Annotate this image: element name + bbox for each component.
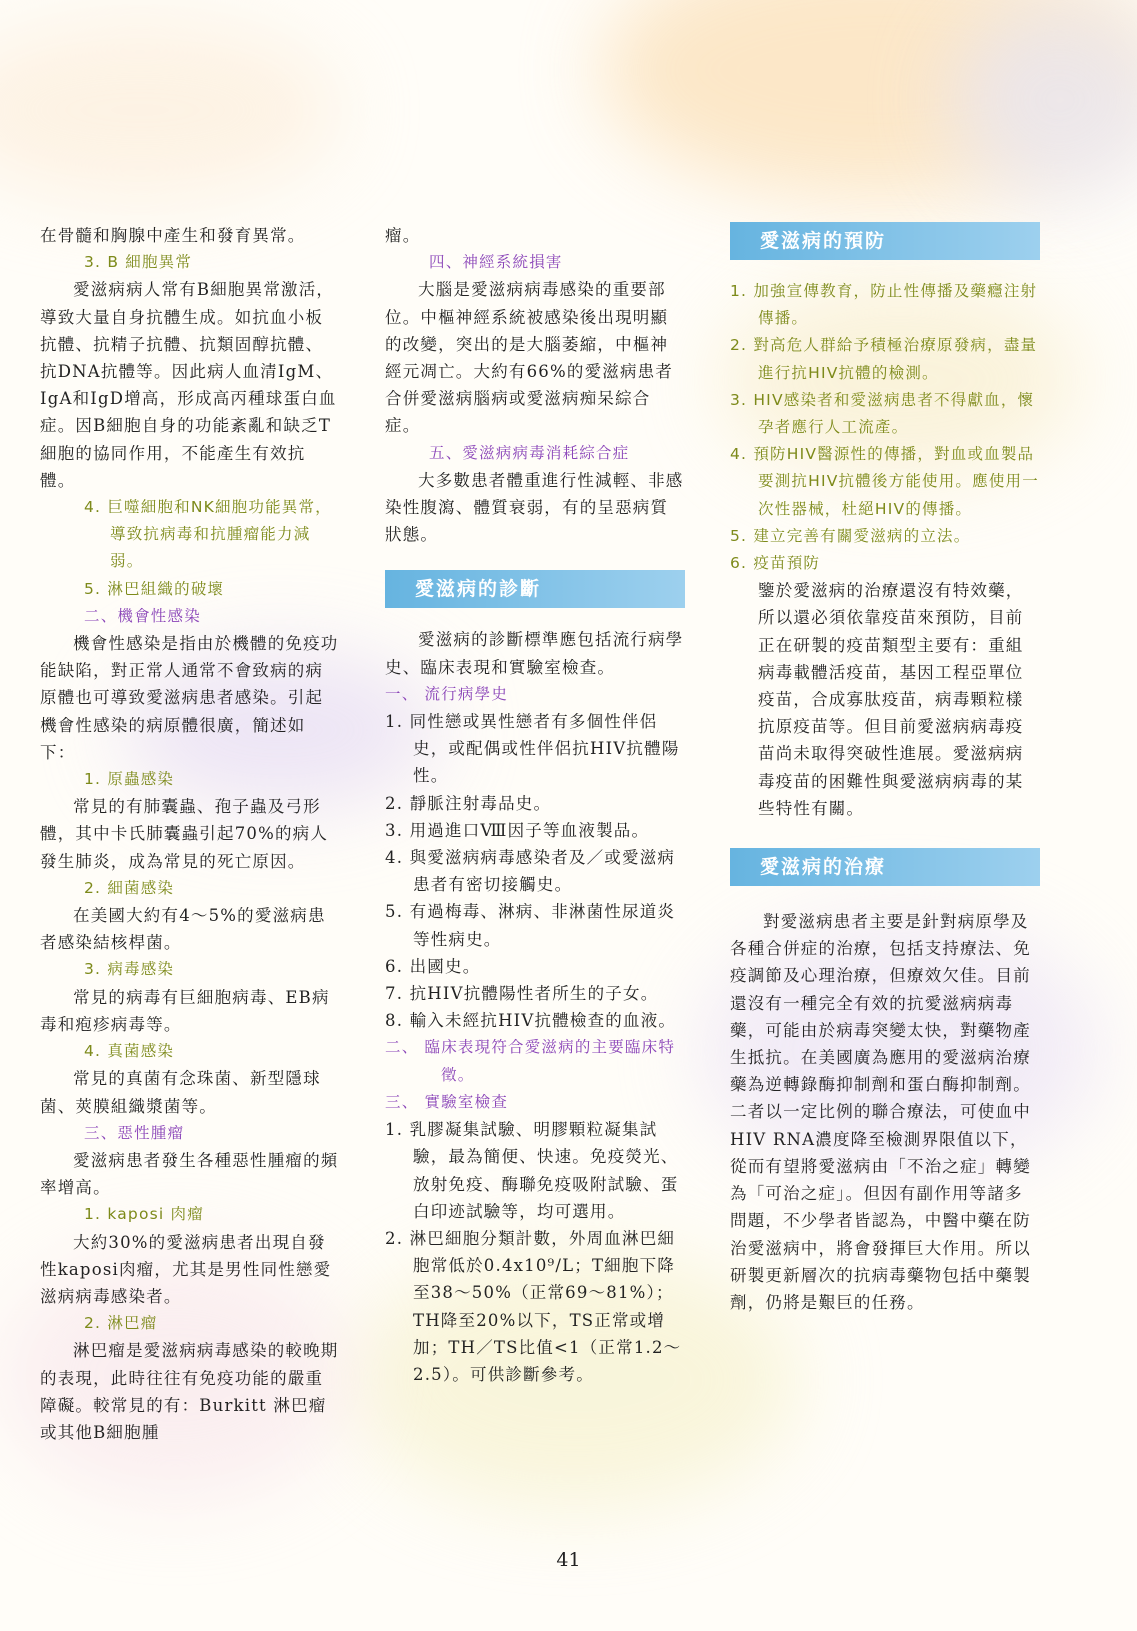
list-item: 4. 與愛滋病病毒感染者及／或愛滋病患者有密切接觸史。 [385, 848, 676, 895]
subheading: 2. 淋巴瘤 [84, 1314, 158, 1333]
paragraph: 淋巴瘤是愛滋病病毒感染的較晚期的表現，此時往往有免疫功能的嚴重障礙。較常見的有：Burkitt 淋巴瘤或其他B細胞腫 [40, 1341, 339, 1442]
treatment-banner: 愛滋病的治療 [730, 848, 1040, 886]
paragraph: 大多數患者體重進行性減輕、非感染性腹瀉、體質衰弱，有的呈惡病質狀態。 [385, 470, 684, 545]
subheading: 2. 細菌感染 [84, 878, 175, 897]
paragraph: 瘤。 [385, 226, 421, 245]
list-item: 3. 用過進口Ⅷ因子等血液製品。 [385, 820, 650, 840]
paragraph: 在美國大約有4～5%的愛滋病患者感染結核桿菌。 [40, 906, 326, 953]
column-3 [730, 222, 1040, 1316]
section-heading: 三、惡性腫瘤 [84, 1123, 185, 1142]
list-item: 7. 抗HIV抗體陽性者所生的子女。 [385, 984, 659, 1004]
section-heading: 三、 實驗室檢查 [385, 1092, 509, 1111]
section-heading: 一、 流行病學史 [385, 684, 509, 703]
list-item: 2. 對高危人群給予積極治療原發病，盡量進行抗HIV抗體的檢測。 [730, 336, 1038, 382]
paragraph: 鑒於愛滋病的治療還沒有特效藥，所以還必須依靠疫苗來預防，目前正在研製的疫苗類型主要有：重組病毒載體活疫苗，基因工程亞單位疫苗，合成寡肽疫苗，病毒顆粒樣抗原疫苗等。但目前愛滋病病毒疫苗尚未取得突破性進展。愛滋病病毒疫苗的困難性與愛滋病病毒的某些特性有關。 [758, 581, 1024, 818]
list-item: 1. 乳膠凝集試驗、明膠顆粒凝集試驗，最為簡便、快速。免疫熒光、放射免疫、酶聯免疫吸附試驗、蛋白印迹試驗等，均可選用。 [385, 1120, 679, 1221]
column-1 [40, 222, 340, 1446]
paragraph: 在骨髓和胸腺中產生和發育異常。 [40, 226, 306, 245]
list-item: 3. HIV感染者和愛滋病患者不得獻血，懷孕者應行人工流產。 [730, 390, 1035, 437]
subheading: 1. 原蟲感染 [84, 770, 175, 789]
prevention-banner: 愛滋病的預防 [730, 222, 1040, 260]
list-item: 5. 建立完善有關愛滋病的立法。 [730, 526, 971, 545]
paragraph: 大約30%的愛滋病患者出現自發性kaposi肉瘤，尤其是男性同性戀愛滋病病毒感染者。 [40, 1232, 332, 1306]
paragraph: 大腦是愛滋病病毒感染的重要部位。中樞神經系統被感染後出現明顯的改變，突出的是大腦萎縮，中樞神經元凋亡。大約有66%的愛滋病患者合併愛滋病腦病或愛滋病痴呆綜合症。 [385, 280, 674, 436]
subheading: 5. 淋巴組織的破壞 [84, 579, 225, 598]
paragraph: 常見的有肺囊蟲、孢子蟲及弓形體，其中卡氏肺囊蟲引起70%的病人發生肺炎，成為常見的死亡原因。 [40, 797, 329, 871]
section-heading: 二、 臨床表現符合愛滋病的主要臨床特徵。 [385, 1038, 676, 1084]
paragraph: 常見的真菌有念珠菌、新型隱球菌、莢膜組織漿菌等。 [40, 1069, 321, 1116]
list-item: 4. 預防HIV醫源性的傳播，對血或血製品要測抗HIV抗體後方能使用。應使用一次性器械，杜絕HIV的傳播。 [730, 445, 1039, 518]
column-2 [385, 222, 685, 1388]
list-item: 8. 輸入未經抗HIV抗體檢查的血液。 [385, 1011, 677, 1031]
list-item: 6. 出國史。 [385, 956, 481, 976]
paragraph: 常見的病毒有巨細胞病毒、EB病毒和疱疹病毒等。 [40, 987, 330, 1034]
paragraph: 愛滋病病人常有B細胞異常激活，導致大量自身抗體生成。如抗血小板抗體、抗精子抗體、抗類固醇抗體、抗DNA抗體等。因此病人血清IgM、IgA和IgD增高，形成高丙種球蛋白血症。因B細胞自身的功能紊亂和缺乏T細胞的協同作用，不能產生有效抗體。 [40, 280, 337, 490]
list-item: 1. 同性戀或異性戀者有多個性伴侶史，或配偶或性伴侶抗HIV抗體陽性。 [385, 712, 680, 786]
subheading: 1. kaposi 肉瘤 [84, 1205, 204, 1224]
list-item: 6. 疫苗預防 [730, 554, 821, 573]
subheading: 3. B 細胞異常 [84, 253, 193, 272]
list-item: 1. 加強宣傳教育，防止性傳播及藥癮注射傳播。 [730, 282, 1038, 328]
paragraph: 愛滋病的診斷標準應包括流行病學史、臨床表現和實驗室檢查。 [385, 630, 684, 677]
section-heading: 四、神經系統損害 [429, 253, 563, 272]
subheading: 4. 巨噬細胞和NK細胞功能異常，導致抗病毒和抗腫瘤能力減弱。 [84, 498, 332, 571]
page-number: 41 [556, 1549, 581, 1571]
list-item: 2. 靜脈注射毒品史。 [385, 793, 552, 813]
paragraph: 愛滋病患者發生各種惡性腫瘤的頻率增高。 [40, 1150, 339, 1198]
subheading: 4. 真菌感染 [84, 1042, 175, 1061]
paragraph: 機會性感染是指由於機體的免疫功能缺陷，對正常人通常不會致病的病原體也可導致愛滋病患者感染。引起機會性感染的病原體很廣，簡述如下： [40, 634, 339, 762]
list-item: 2. 淋巴細胞分類計數，外周血淋巴細胞常低於0.4x10⁹/L；T細胞下降至38～50%（正常69～81%）；TH降至20%以下，TS正常或增加；TH／TS比值<1（正常1.2～2.5）。可供診斷參考。 [385, 1228, 682, 1384]
section-heading: 二、機會性感染 [84, 606, 201, 625]
paragraph: 對愛滋病患者主要是針對病原學及各種合併症的治療，包括支持療法、免疫調節及心理治療，但療效欠佳。目前還沒有一種完全有效的抗愛滋病病毒藥，可能由於病毒突變太快，對藥物產生抵抗。在美國廣為應用的愛滋病治療藥為逆轉錄酶抑制劑和蛋白酶抑制劑。二者以一定比例的聯合療法，可使血中HIV RNA濃度降至檢測界限值以下，從而有望將愛滋病由「不治之症」轉變為「可治之症」。但因有副作用等諸多問題，不少學者皆認為，中醫中藥在防治愛滋病中，將會發揮巨大作用。所以研製更新層次的抗病毒藥物包括中藥製劑，仍將是艱巨的任務。 [730, 912, 1031, 1312]
diagnosis-banner: 愛滋病的診斷 [385, 570, 685, 608]
subheading: 3. 病毒感染 [84, 960, 175, 979]
section-heading: 五、愛滋病病毒消耗綜合症 [429, 443, 630, 462]
list-item: 5. 有過梅毒、淋病、非淋菌性尿道炎等性病史。 [385, 902, 676, 949]
